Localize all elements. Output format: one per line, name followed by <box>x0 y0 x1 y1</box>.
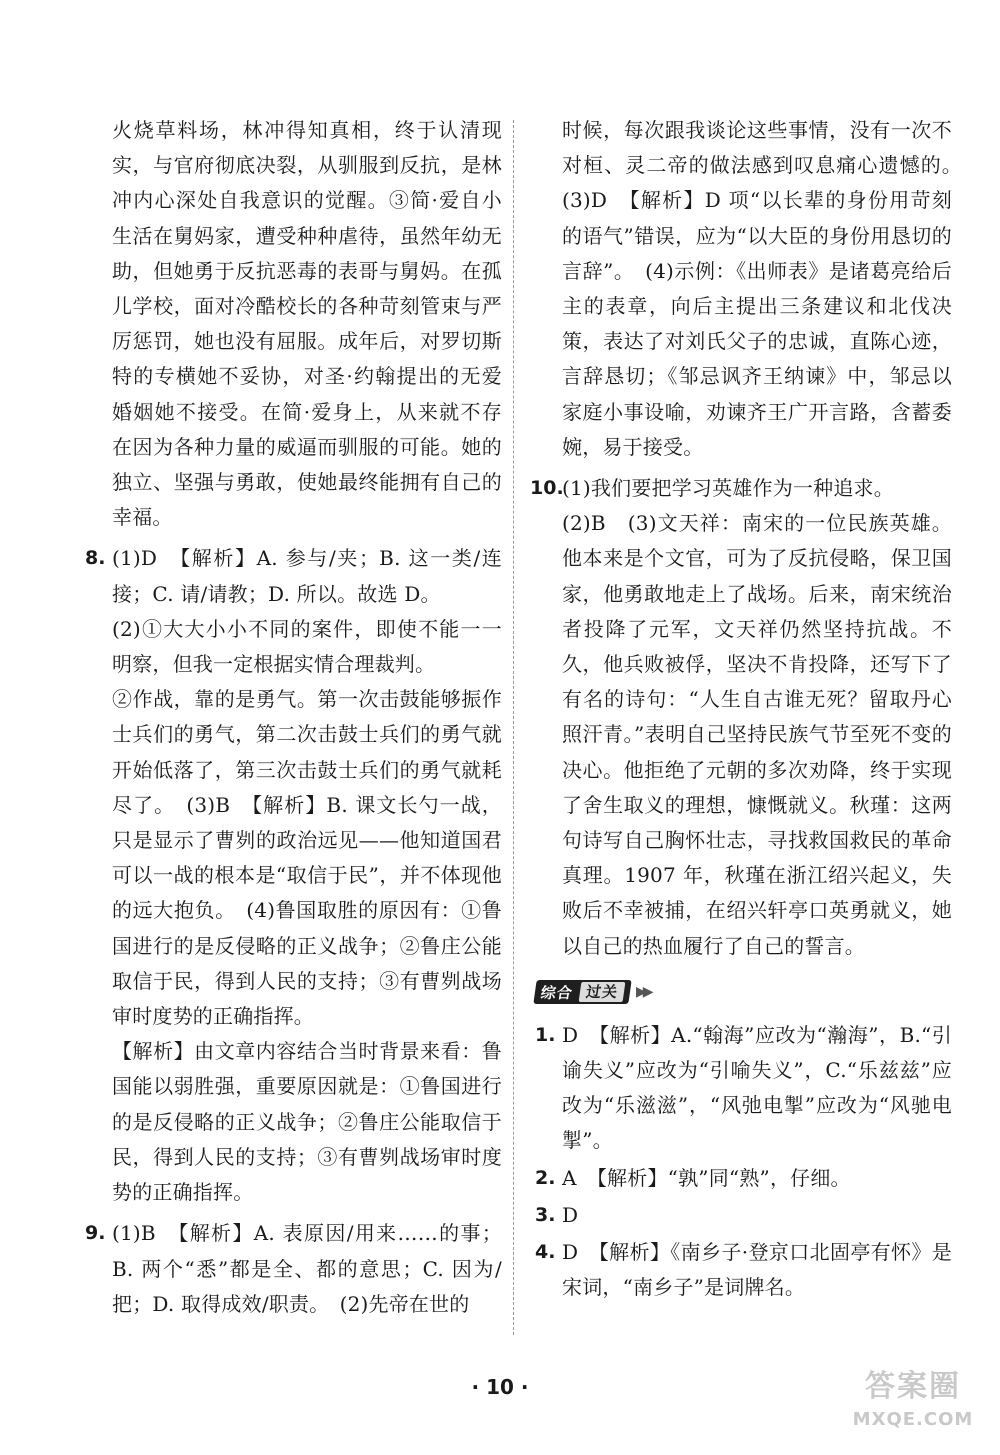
section-badge <box>533 980 631 1004</box>
question-2 <box>535 1161 952 1196</box>
question-10 <box>530 471 952 964</box>
answer-part-1: (1)D 【解析】A. 参与/夹；B. 这一类/连接；C. 请/请教；D. 所以。故选 D。 <box>112 546 502 606</box>
double-arrow-icon: ▶▶ <box>636 983 650 1000</box>
watermark-title: 答案圈 <box>865 1369 961 1404</box>
question-4 <box>535 1235 952 1305</box>
page-number: · 10 · <box>471 1375 529 1399</box>
answer-part-1: (1)我们要把学习英雄作为一种追求。 <box>562 476 894 501</box>
right-column <box>530 113 973 1306</box>
section-header <box>535 978 952 1006</box>
question-1 <box>535 1018 952 1159</box>
question-number: 3. <box>535 1203 556 1226</box>
answer-text: D <box>562 1202 579 1227</box>
left-column <box>85 113 502 1322</box>
question-number: 10. <box>530 477 564 500</box>
question-8 <box>85 541 502 1210</box>
question-number: 9. <box>85 1222 106 1245</box>
answer-part-2: (2)①大大小小不同的案件，即使不能一一明察，但我一定根据实情合理裁判。 <box>112 616 502 677</box>
question-9 <box>85 1216 502 1322</box>
watermark-url: MXQE.COM <box>852 1409 974 1430</box>
question-number: 8. <box>85 547 106 570</box>
section-label-a: 综合 <box>540 981 578 1002</box>
answer-text: D 【解析】A.“翰海”应改为“瀚海”，B.“引谕失义”应改为“引喻失义”，C.“乐兹兹”应改为“乐滋滋”，“风弛电掣”应改为“风驰电掣”。 <box>562 1022 952 1153</box>
site-watermark <box>838 1367 988 1447</box>
answer-part-2: (2)B (3)文天祥：南宋的一位民族英雄。他本来是个文官，可为了反抗侵略，保卫国家，他勇敢地走上了战场。后来，南宋统治者投降了元军，文天祥仍然坚持抗战。不久，他兵败被俘，坚决不肯投降，还写下了有名的诗句：“人生自古谁无死？留取丹心照汗青。”表明自己坚持民族气节至死不变的决心。他拒绝了元朝的多次劝降，终于实现了舍生取义的理想，慷慨就义。秋瑾：这两句诗写自己胸怀壮志，寻找救国救民的革命真理。1907 年，秋瑾在浙江绍兴起义，失败后不幸被捕，在绍兴轩亭口英勇就义，她以自己的热血履行了自己的誓言。 <box>562 511 952 958</box>
question-number: 4. <box>535 1241 556 1264</box>
analysis-paragraph: 【解析】由文章内容结合当时背景来看：鲁国能以弱胜强，重要原因就是：①鲁国进行的是反侵略的正义战争；②鲁庄公能取信于民，得到人民的支持；③有曹刿战场审时度势的正确指挥。 <box>112 1039 502 1205</box>
answer-text: A 【解析】“孰”同“熟”，仔细。 <box>562 1165 851 1190</box>
question-3 <box>535 1198 952 1233</box>
answer-text: D 【解析】《南乡子·登京口北固亭有怀》是宋词，“南乡子”是词牌名。 <box>562 1240 952 1300</box>
column-divider <box>513 120 514 1335</box>
continued-paragraph: 火烧草料场，林冲得知真相，终于认清现实，与官府彻底决裂，从驯服到反抗，是林冲内心深处自我意识的觉醒。③简·爱自小生活在舅妈家，遭受种种虐待，虽然年幼无助，但她勇于反抗恶毒的表哥与舅妈。在孤儿学校，面对冷酷校长的各种苛刻管束与严厉惩罚，她也没有屈服。成年后，对罗切斯特的专横她不妥协，对圣·约翰提出的无爱婚姻她不接受。在简·爱身上，从来就不存在因为各种力量的威逼而驯服的可能。她的独立、坚强与勇敢，使她最终能拥有自己的幸福。 <box>112 118 502 530</box>
answer-part-1: (1)B 【解析】A. 表原因/用来……的事；B. 两个“悉”都是全、都的意思；C. 因为/把；D. 取得成效/职责。 (2)先帝在世的 <box>112 1221 502 1316</box>
section-label-b: 过关 <box>579 982 626 1002</box>
question-number: 2. <box>535 1166 556 1189</box>
question-number: 1. <box>535 1023 556 1046</box>
question-9-continued: 时候，每次跟我谈论这些事情，没有一次不对桓、灵二帝的做法感到叹息痛心遗憾的。 (3)D 【解析】D 项“以长辈的身份用苛刻的语气”错误，应为“以大臣的身份用恳切的言辞”。 (4)示例：《出师表》是诸葛亮给后主的表章，向后主提出三条建议和北伐决策，表达了对刘氏父子的忠诚，直陈心迹，言辞恳切；《邹忌讽齐王纳谏》中，邹忌以家庭小事设喻，劝谏齐王广开言路，含蓄委婉，易于接受。 <box>562 118 973 459</box>
answer-part-3: ②作战，靠的是勇气。第一次击鼓能够振作士兵们的勇气，第二次击鼓士兵们的勇气就开始低落了，第三次击鼓士兵们的勇气就耗尽了。 (3)B 【解析】B. 课文长勺一战，只是显示了曹刿的政治远见——他知道国君可以一战的根本是“取信于民”，并不体现他的远大抱负。 (4)鲁国取胜的原因有：①鲁国进行的是反侵略的正义战争；②鲁庄公能取信于民，得到人民的支持；③有曹刿战场审时度势的正确指挥。 <box>112 687 502 1029</box>
